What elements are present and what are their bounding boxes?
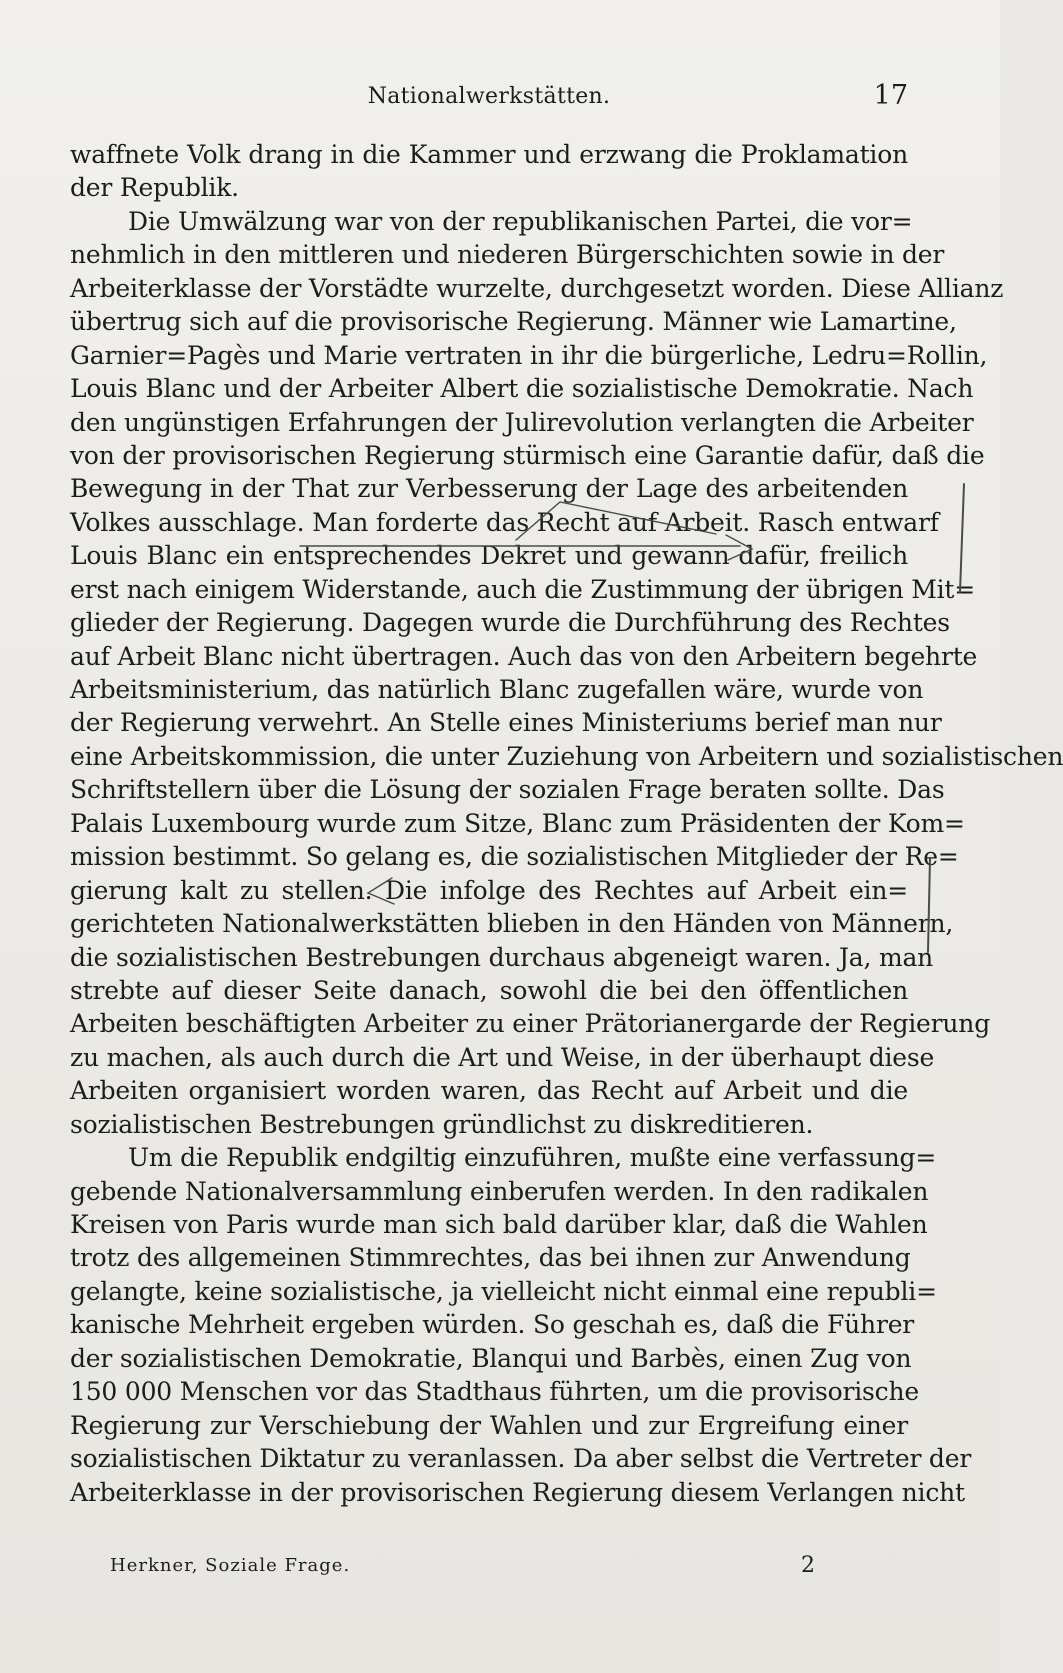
text-line: Schriftstellern über die Lösung der sozialen Frage beraten sollte. Das [70, 775, 945, 805]
text-line: Palais Luxembourg wurde zum Sitze, Blanc zum Präsidenten der Kom= [70, 808, 965, 838]
text-line: Arbeiterklasse in der provisorischen Regierung diesem Verlangen nicht [70, 1477, 965, 1507]
text-line: Arbeiten organisiert worden waren, das Recht auf Arbeit und die [70, 1076, 908, 1106]
text-line: Volkes ausschlage. Man forderte das Recht auf Arbeit. Rasch entwarf [70, 507, 939, 537]
sheet-mark: 2 [801, 1553, 815, 1578]
page-number: 17 [873, 80, 908, 111]
page-header [70, 80, 908, 120]
text-line: gierung kalt zu stellen. Die infolge des Rechtes auf Arbeit ein= [70, 875, 908, 905]
running-title: Nationalwerkstätten. [367, 84, 611, 109]
text-line: Arbeitsministerium, das natürlich Blanc zugefallen wäre, wurde von [70, 675, 924, 704]
text-line: Louis Blanc ein entsprechendes Dekret und gewann dafür, freilich [70, 541, 908, 571]
text-line: strebte auf dieser Seite danach, sowohl die bei den öffentlichen [70, 975, 908, 1005]
text-line: der sozialistischen Demokratie, Blanqui und Barbès, einen Zug von [70, 1343, 912, 1373]
text-line: der Regierung verwehrt. An Stelle eines Ministeriums berief man nur [70, 708, 942, 738]
text-line: erst nach einigem Widerstande, auch die Zustimmung der übrigen Mit= [70, 574, 976, 604]
text-line: Arbeiterklasse der Vorstädte wurzelte, durchgesetzt worden. Diese Allianz [70, 273, 1004, 303]
text-line: trotz des allgemeinen Stimmrechtes, das bei ihnen zur Anwendung [70, 1243, 911, 1273]
text-line: Bewegung in der That zur Verbesserung der Lage des arbeitenden [70, 474, 908, 504]
body-text [70, 138, 1063, 1509]
text-line: nehmlich in den mittleren und niederen Bürgerschichten sowie in der [70, 240, 945, 270]
text-line: eine Arbeitskommission, die unter Zuziehung von Arbeitern und sozialistischen [70, 741, 1063, 771]
text-line: Arbeiten beschäftigten Arbeiter zu einer Prätorianergarde der Regierung [70, 1009, 990, 1039]
text-line: von der provisorischen Regierung stürmisch eine Garantie dafür, daß die [70, 440, 985, 470]
text-line: mission bestimmt. So gelang es, die sozialistischen Mitglieder der Re= [70, 842, 959, 872]
sheet-signature: Herkner, Soziale Frage. [110, 1555, 351, 1576]
text-line: gelangte, keine sozialistische, ja vielleicht nicht einmal eine republi= [70, 1276, 937, 1306]
text-line: übertrug sich auf die provisorische Regierung. Männer wie Lamartine, [70, 307, 957, 337]
page-footer [110, 1555, 815, 1585]
text-line: sozialistischen Bestrebungen gründlichst zu diskreditieren. [70, 1109, 814, 1139]
text-line: der Republik. [70, 173, 239, 203]
text-line: den ungünstigen Erfahrungen der Julirevolution verlangten die Arbeiter [70, 407, 974, 437]
text-line: Um die Republik endgiltig einzuführen, mußte eine verfassung= [128, 1143, 937, 1173]
text-line: die sozialistischen Bestrebungen durchaus abgeneigt waren. Ja, man [70, 942, 934, 972]
text-line: 150 000 Menschen vor das Stadthaus führten, um die provisorische [70, 1377, 919, 1407]
text-line: auf Arbeit Blanc nicht übertragen. Auch das von den Arbeitern begehrte [70, 641, 978, 671]
text-line: gerichteten Nationalwerkstätten blieben in den Händen von Männern, [70, 909, 954, 939]
text-line: gebende Nationalversammlung einberufen werden. In den radikalen [70, 1176, 929, 1206]
text-line: Regierung zur Verschiebung der Wahlen und zur Ergreifung einer [70, 1410, 908, 1440]
text-line: waffnete Volk drang in die Kammer und erzwang die Proklamation [70, 140, 908, 169]
text-line: zu machen, als auch durch die Art und Weise, in der überhaupt diese [70, 1042, 935, 1072]
text-line: sozialistischen Diktatur zu veranlassen. Da aber selbst die Vertreter der [70, 1444, 972, 1474]
text-line: glieder der Regierung. Dagegen wurde die Durchführung des Rechtes [70, 608, 950, 638]
text-line: Die Umwälzung war von der republikanischen Partei, die vor= [128, 206, 913, 236]
text-line: Garnier=Pagès und Marie vertraten in ihr die bürgerliche, Ledru=Rollin, [70, 340, 988, 370]
text-line: Louis Blanc und der Arbeiter Albert die sozialistische Demokratie. Nach [70, 374, 974, 404]
text-line: Kreisen von Paris wurde man sich bald darüber klar, daß die Wahlen [70, 1210, 928, 1239]
text-line: kanische Mehrheit ergeben würden. So geschah es, daß die Führer [70, 1310, 915, 1340]
